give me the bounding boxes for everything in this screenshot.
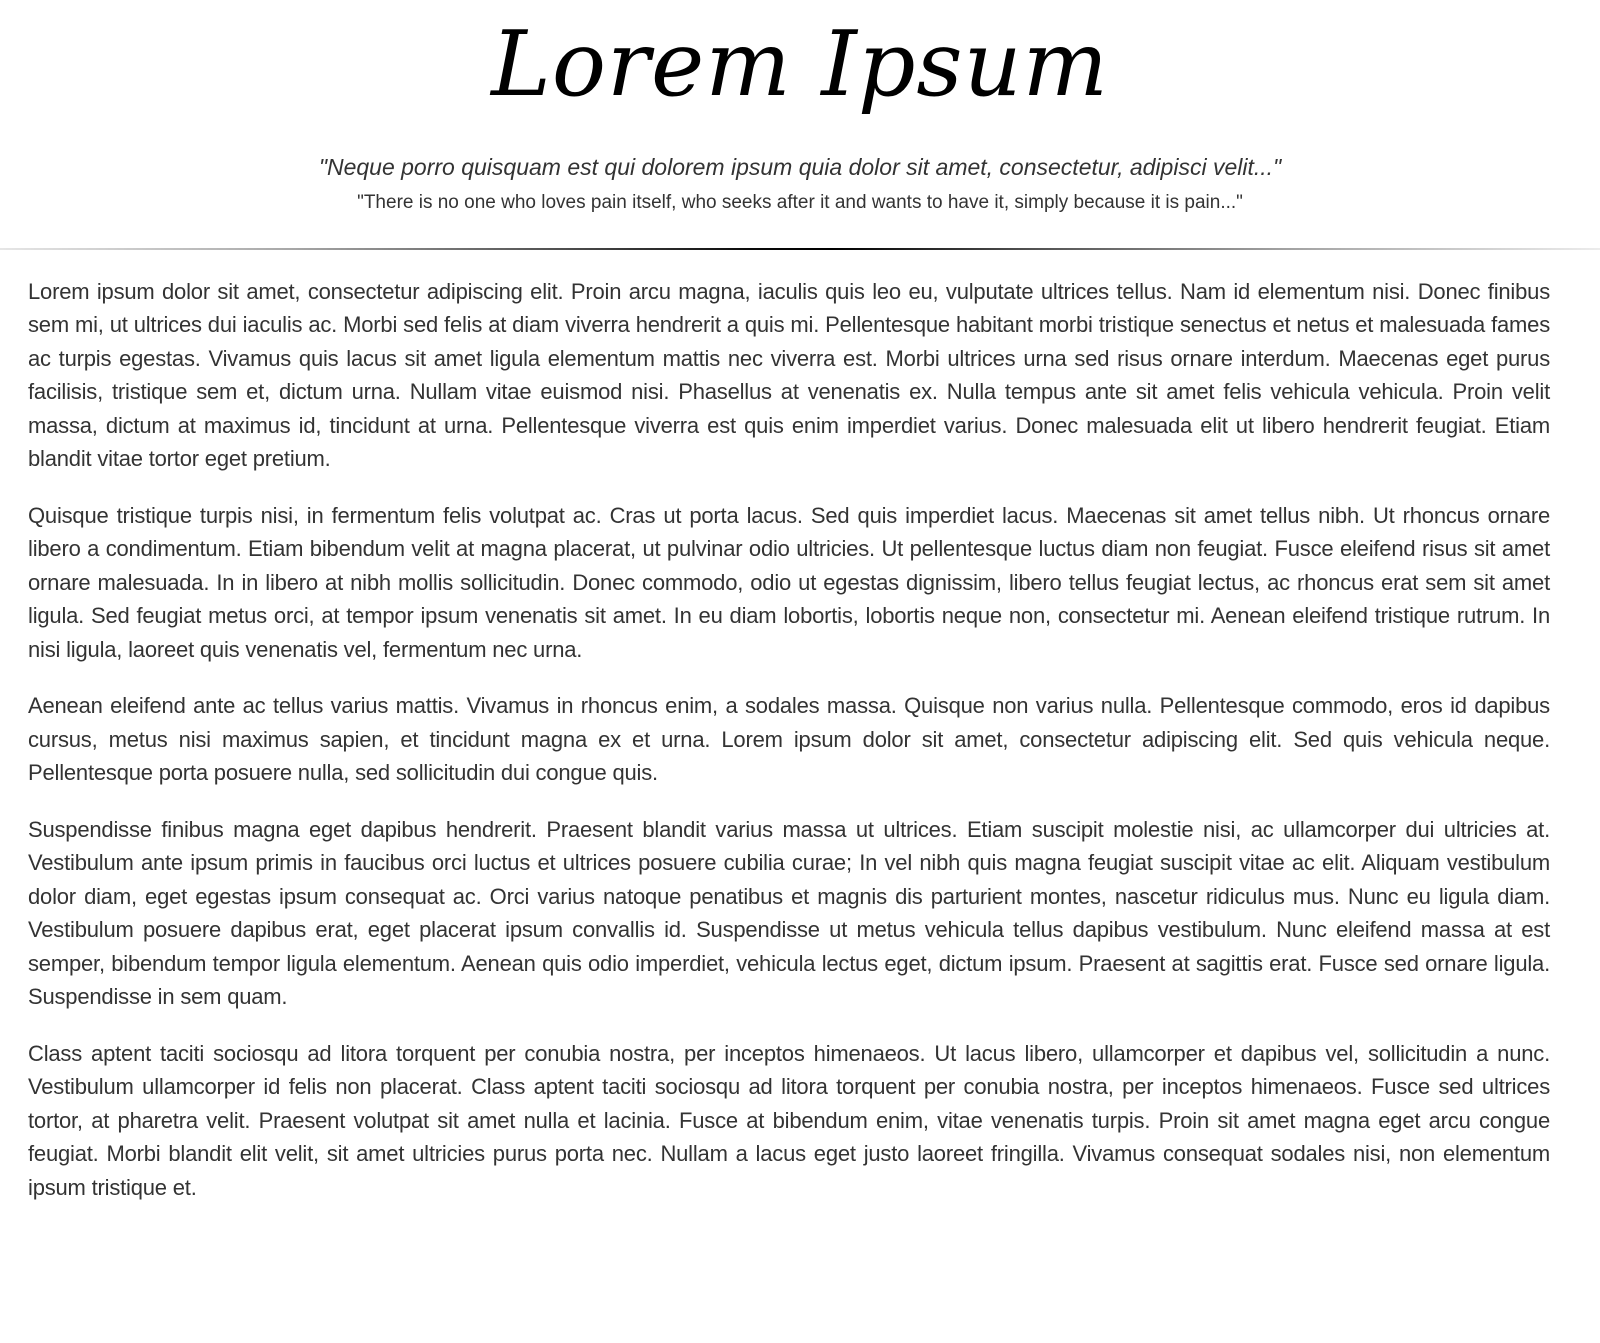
latin-quote: "Neque porro quisquam est qui dolorem ipsum quia dolor sit amet, consectetur, adipisci velit..." (318, 153, 1282, 180)
paragraph-3: Aenean eleifend ante ac tellus varius mattis. Vivamus in rhoncus enim, a sodales massa. Quisque non varius nulla. Pellentesque commodo, eros id dapibus cursus, metus nisi maximus sapien, et tincidunt magna ex et urna. Lorem ipsum dolor sit amet, consectetur adipiscing elit. Sed quis vehicula neque. Pellentesque porta posuere nulla, sed sollicitudin dui congue quis. (28, 693, 1550, 785)
paragraph-4: Suspendisse finibus magna eget dapibus hendrerit. Praesent blandit varius massa ut ultrices. Etiam suscipit molestie nisi, ac ullamcorper dui ultricies at. Vestibulum ante ipsum primis in faucibus orci luctus et ultrices posuere cubilia curae; In vel nibh quis magna feugiat suscipit vitae ac elit. Aliquam vestibulum dolor diam, eget egestas ipsum consequat ac. Orci varius natoque penatibus et magnis dis parturient montes, nascetur ridiculus mus. Nunc eu ligula diam. Vestibulum posuere dapibus erat, eget placerat ipsum convallis id. Suspendisse ut metus vehicula tellus dapibus vestibulum. Nunc eleifend massa at est semper, bibendum tempor ligula elementum. Aenean quis odio imperdiet, vehicula lectus eget, dictum ipsum. Praesent at sagittis erat. Fusce sed ornare ligula. Suspendisse in sem quam. (28, 816, 1550, 1009)
paragraph-1: Lorem ipsum dolor sit amet, consectetur adipiscing elit. Proin arcu magna, iaculis quis leo eu, vulputate ultrices tellus. Nam id elementum nisi. Donec finibus sem mi, ut ultrices dui iaculis ac. Morbi sed felis at diam viverra hendrerit a quis mi. Pellentesque habitant morbi tristique senectus et netus et malesuada fames ac turpis egestas. Vivamus quis lacus sit amet ligula elementum mattis nec viverra est. Morbi ultrices urna sed risus ornare interdum. Maecenas eget purus facilisis, tristique sem et, dictum urna. Nullam vitae euismod nisi. Phasellus at venenatis ex. Nulla tempus ante sit amet felis vehicula vehicula. Proin velit massa, dictum at maximus id, tincidunt at urna. Pellentesque viverra est quis enim imperdiet varius. Donec malesuada elit ut libero hendrerit feugiat. Etiam blandit vitae tortor eget pretium. (28, 278, 1550, 471)
paragraph-2: Quisque tristique turpis nisi, in fermentum felis volutpat ac. Cras ut porta lacus. Sed quis imperdiet lacus. Maecenas sit amet tellus nibh. Ut rhoncus ornare libero a condimentum. Etiam bibendum velit at magna placerat, ut pulvinar odio ultricies. Ut pellentesque luctus diam non feugiat. Fusce eleifend risus sit amet ornare malesuada. In in libero at nibh mollis sollicitudin. Donec commodo, odio ut egestas dignissim, libero tellus feugiat lectus, ac rhoncus erat sem sit amet ligula. Sed feugiat metus orci, at tempor ipsum venenatis sit amet. In eu diam lobortis, lobortis neque non, consectetur mi. Aenean eleifend tristique rutrum. In nisi ligula, laoreet quis venenatis vel, fermentum nec urna. (28, 502, 1550, 662)
page-title: Lorem Ipsum (491, 12, 1109, 117)
lorem-ipsum-body (0, 250, 1600, 1235)
quote-translation: "There is no one who loves pain itself, who seeks after it and wants to have it, simply because it is pain..." (357, 191, 1243, 213)
paragraph-5: Class aptent taciti sociosqu ad litora torquent per conubia nostra, per inceptos himenaeos. Ut lacus libero, ullamcorper et dapibus vel, sollicitudin a nunc. Vestibulum ullamcorper id felis non placerat. Class aptent taciti sociosqu ad litora torquent per conubia nostra, per inceptos himenaeos. Fusce sed ultrices tortor, at pharetra velit. Praesent volutpat sit amet nulla et lacinia. Fusce at bibendum enim, vitae venenatis turpis. Proin sit amet magna eget arcu congue feugiat. Morbi blandit elit velit, sit amet ultricies purus porta nec. Nullam a lacus eget justo laoreet fringilla. Vivamus consequat sodales nisi, non elementum ipsum tristique et. (28, 1040, 1550, 1200)
masthead (0, 0, 1600, 216)
